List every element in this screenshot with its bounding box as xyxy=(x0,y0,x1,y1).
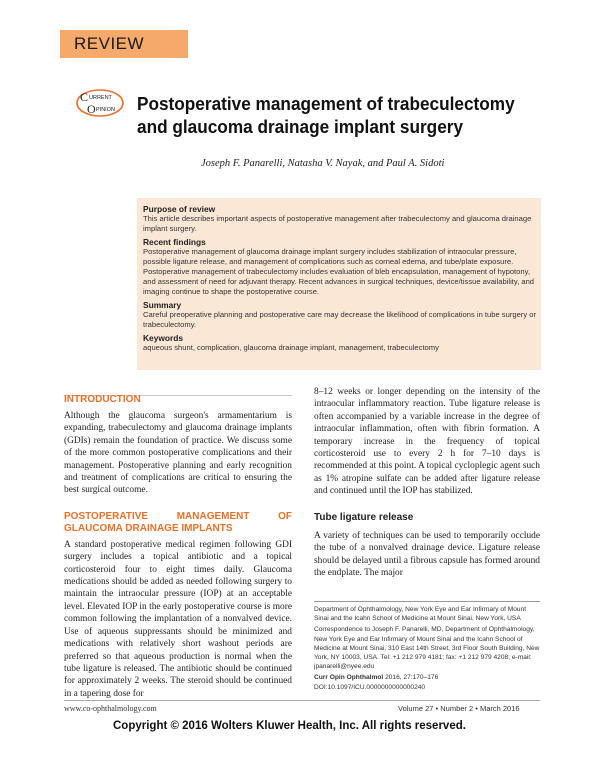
journal-name: Curr Opin Ophthalmol xyxy=(314,674,384,682)
issue-info: Volume 27 • Number 2 • March 2016 xyxy=(398,704,520,713)
logo-top: URRENT xyxy=(89,95,112,101)
footnote-rule xyxy=(314,601,540,602)
keywords-heading: Keywords xyxy=(143,333,184,343)
abstract xyxy=(143,204,537,356)
copyright: Copyright © 2016 Wolters Kluwer Health, Inc. All rights reserved. xyxy=(113,720,466,732)
article-title: Postoperative management of trabeculectomy and glaucoma drainage implant surgery xyxy=(137,93,515,137)
findings-heading: Recent findings xyxy=(143,237,206,247)
intro-text: Although the glaucoma surgeon's armamentarium is expanding, trabeculectomy and glaucoma drainage implants (GDIs) remain the foundation of practice. We discuss some of the more common postoperative complications and their management. Postoperative planning and early recognition and treatment of complications are critical to ensuring the best surgical outcome. xyxy=(64,411,292,496)
ligature-text: A variety of techniques can be used to temporarily occlude the tube of a nonvalved drainage device. Ligature release should be delayed until a fibrous capsule has formed around the endplate. The major xyxy=(314,531,540,579)
journal-website: www.co-ophthalmology.com xyxy=(64,704,157,713)
logo-o: O xyxy=(87,102,96,116)
affiliation: Department of Ophthalmology, New York Eye and Ear Infirmary of Mount Sinai and the Icahn School of Medicine at Mount Sinai, New York, USA xyxy=(314,606,527,623)
gdi-heading: POSTOPERATIVE MANAGEMENT OF GLAUCOMA DRAINAGE IMPLANTS xyxy=(64,510,292,534)
logo-c: C xyxy=(80,90,89,104)
logo-bottom: PINION xyxy=(96,107,115,113)
right-column xyxy=(314,386,540,580)
correspondence: Correspondence to Joseph F. Panarelli, MD, Department of Ophthalmology, New York Eye and Ear Infirmary of Mount Sinai and the Icahn School of Medicine at Mount Sinai, 310 East 14th Street, 3rd Floor South Building, New York, NY 10003, USA. Tel: +1 212 979 4181; fax: +1 212 979 4208; e-mail: jpanarelli@nyee.edu xyxy=(314,626,540,671)
keywords-text: aqueous shunt, complication, glaucoma drainage implant, management, trabeculectomy xyxy=(143,343,439,352)
findings-text: Postoperative management of glaucoma drainage implant surgery includes stabilization of intraocular pressure, possible ligature release, and management of complications such as corneal edema, and tube/plate exposure. Postoperative management of trabeculectomy includes evaluation of bleb encapsulation, management of hypotony, and assessment of need for adjuvant therapy. Recent advances in surgical techniques, device/tissue availability, and imaging continue to shape the postoperative course. xyxy=(143,247,535,296)
summary-heading: Summary xyxy=(143,300,182,310)
authors: Joseph F. Panarelli, Natasha V. Nayak, and Paul A. Sidoti xyxy=(201,158,445,169)
intro-heading: INTRODUCTION xyxy=(64,394,141,405)
citation: 2016, 27:170–176 xyxy=(383,674,439,682)
footer-rule xyxy=(64,700,540,701)
purpose-text: This article describes important aspects of postoperative management after trabeculectomy and glaucoma drainage implant surgery. xyxy=(143,214,532,233)
section-label: REVIEW xyxy=(74,34,145,53)
ligature-heading: Tube ligature release xyxy=(314,511,414,523)
current-opinion-logo xyxy=(75,88,125,118)
purpose-heading: Purpose of review xyxy=(143,204,216,214)
left-column xyxy=(64,410,292,700)
right-text: 8–12 weeks or longer depending on the intensity of the intraocular inflammatory reaction. Tube ligature release is often accompanied by a variable increase in the degree of intraocular inflammation, often with fibrin formation. A temporary increase in the frequency of topical corticosteroid use to every 2 h for 7–10 days is recommended at this point. A topical cycloplegic agent such as 1% atropine sulfate can be added after ligature release and continued until the IOP has stabilized. xyxy=(314,387,540,497)
doi: DOI:10.1097/ICU.0000000000000240 xyxy=(314,683,426,691)
summary-text: Careful preoperative planning and postoperative care may decrease the likelihood of complications in tube surgery or trabeculectomy. xyxy=(143,310,536,329)
footnote xyxy=(314,605,540,694)
gdi-text: A standard postoperative medical regimen following GDI surgery includes a topical antibiotic and a topical corticosteroid four to eight times daily. Glaucoma medications should be added as needed following surgery to maintain the intraocular pressure (IOP) at an acceptable level. Elevated IOP in the early postoperative course is more common following the implantation of a nonvalved device. Use of aqueous suppressants should be minimized and medications with relatively short washout periods are preferred so that aqueous production is normal when the tube ligature is released. The antibiotic should be continued for approximately 2 weeks. The steroid should be continued in a tapering dose for xyxy=(64,539,292,699)
